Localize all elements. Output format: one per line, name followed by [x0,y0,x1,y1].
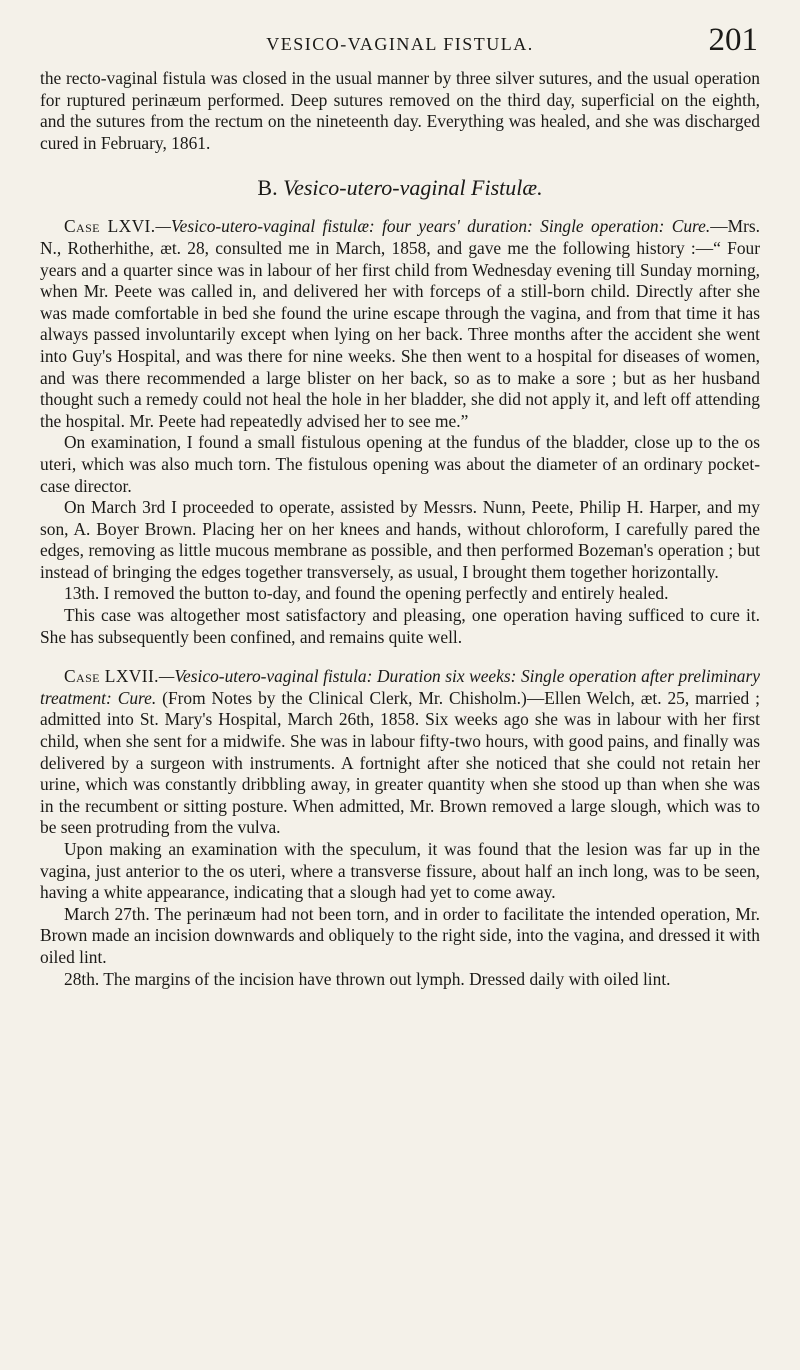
section-title: Vesico-utero-vaginal Fistulæ. [283,175,543,201]
case-67-text-1: (From Notes by the Clinical Clerk, Mr. Chisholm.)—Ellen Welch, æt. 25, married ; admitted into St. Mary's Hospital, March 26th, 1858. Six weeks ago she was in labour with her first child, when she sent for a midwife. She was in labour fifty-two hours, with good pains, and finally was delivered by a surgeon with instruments. A fortnight after she noticed that she could not retain her urine, which was constantly dribbling away, in greater quantity when she stood up than when she was in the recumbent or sitting posture. When admitted, Mr. Brown removed a large slough, which was to be seen protruding from the vulva. [40,687,760,838]
case-66-heading: —Vesico-utero-vaginal fistulæ: four years' duration: Single operation: Cure. [155,216,711,237]
case-66-paragraph-2: On examination, I found a small fistulous opening at the fundus of the bladder, close up to the os uteri, which was also much torn. The fistulous opening was about the diameter of an ordinary pocket-case director. [40,432,760,496]
case-66-label: Case LXVI. [64,216,156,237]
case-66-paragraph-5: This case was altogether most satisfactory and pleasing, one operation having sufficed to cure it. She has subsequently been confined, and remains quite well. [40,605,760,647]
case-67-paragraph-3: March 27th. The perinæum had not been torn, and in order to facilitate the intended operation, Mr. Brown made an incision downwards and obliquely to the right side, into the vagina, and dressed it with oiled lint. [40,903,760,967]
case-66-paragraph-1 [40,216,760,432]
section-letter: B. [257,175,278,201]
case-66-paragraph-4: 13th. I removed the button to-day, and found the opening perfectly and entirely healed. [64,583,669,604]
intro-paragraph: the recto-vaginal fistula was closed in the usual manner by three silver sutures, and the usual operation for ruptured perinæum performed. Deep sutures removed on the third day, superficial on the eighth, and the sutures from the rectum on the nineteenth day. Everything was healed, and she was discharged cured in February, 1861. [40,68,760,153]
case-67-paragraph-2: Upon making an examination with the speculum, it was found that the lesion was far up in the vagina, just anterior to the os uteri, where a transverse fissure, about half an inch long, was to be seen, having a white appearance, indicating that a slough had yet to come away. [40,839,760,903]
section-heading [40,175,760,201]
page-number: 201 [708,22,758,58]
case-67-paragraph-4: 28th. The margins of the incision have thrown out lymph. Dressed daily with oiled lint. [64,968,671,989]
running-head [40,22,760,68]
running-title: VESICO-VAGINAL FISTULA. [266,34,534,54]
case-66-paragraph-3: On March 3rd I proceeded to operate, assisted by Messrs. Nunn, Peete, Philip H. Harper, and my son, A. Boyer Brown. Placing her on her knees and hands, without chloroform, I carefully pared the edges, removing as little mucous membrane as possible, and then performed Bozeman's operation ; but instead of bringing the edges together transversely, as usual, I brought them together horizontally. [40,497,760,582]
case-67-label: Case LXVII. [64,666,159,687]
case-66 [40,216,760,648]
case-66-text-1: —Mrs. N., Rotherhithe, æt. 28, consulted me in March, 1858, and gave me the following history :—“ Four years and a quarter since was in labour of her first child from Wednesday evening till Sunday morning, when Mr. Peete was called in, and delivered her with forceps of a still-born child. Directly after she was made comfortable in bed she found the urine escape through the vagina, and from that time it has always passed involuntarily except when lying on her back. Three months after the accident she went into Guy's Hospital, and was there for nine weeks. She then went to a hospital for diseases of women, and was there recommended a large blister on her back, so as to make a sore ; but as her husband thought such a remedy could not heal the hole in her bladder, she did not apply it, and left off attending the hospital. Mr. Peete had repeatedly advised her to see me.” [40,216,760,431]
case-67-heading: —Vesico-utero-vaginal fistula: Duration six weeks: Single operation after preliminary treatment: Cure. [40,666,760,708]
case-67-paragraph-1 [40,666,760,839]
case-67 [40,666,760,990]
